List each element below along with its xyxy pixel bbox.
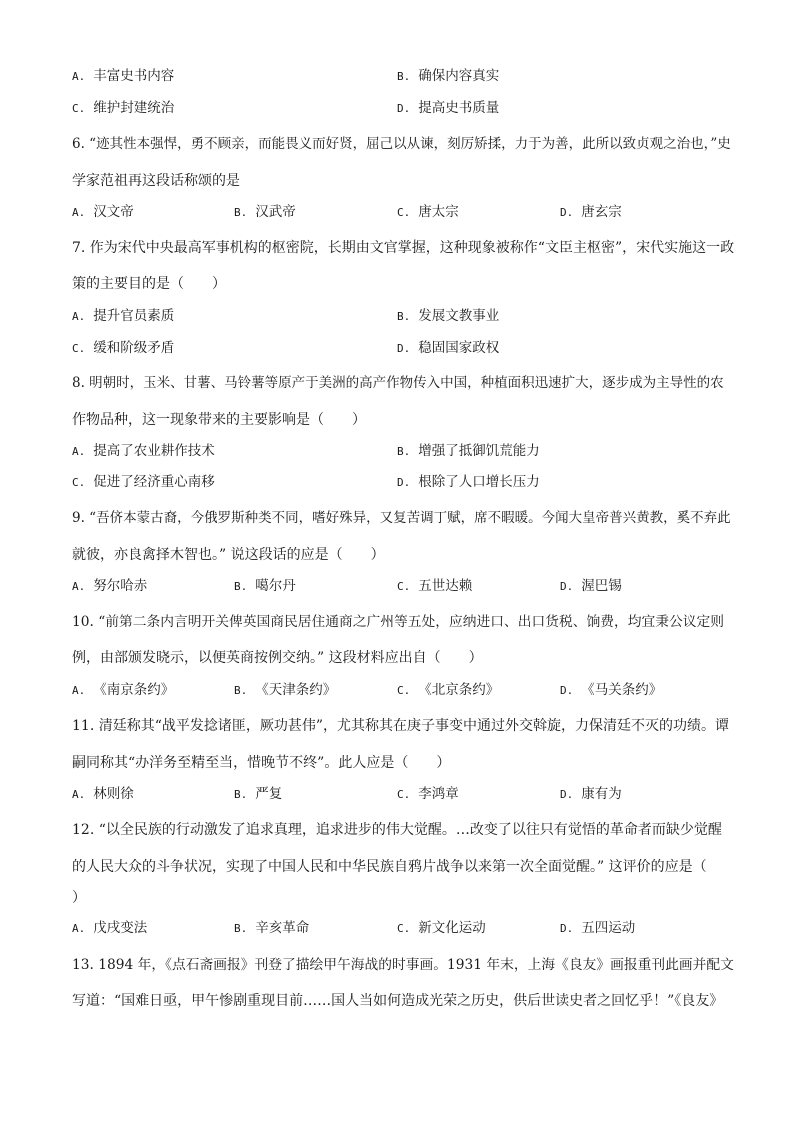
q6-option-c[interactable]: C. 唐太宗: [397, 204, 459, 220]
q8-option-a[interactable]: A. 提高了农业耕作技术: [72, 443, 215, 459]
q9-stem-line-2: 就彼，亦良禽择木智也。” 说这段话的应是（ ）: [72, 547, 385, 563]
q9-stem-line-1: 9. “吾侪本蒙古裔，今俄罗斯种类不同，嗜好殊异，又复苦调丁赋，席不暇暖。今闻大皇帝普兴黄教，奚不弃此: [72, 510, 731, 526]
q9-option-d[interactable]: D. 渥巴锡: [560, 578, 622, 594]
q11-option-b[interactable]: B. 严复: [234, 786, 283, 802]
q10-option-d[interactable]: D. 《马关条约》: [560, 682, 663, 698]
q12-option-b[interactable]: B. 辛亥革命: [234, 920, 310, 936]
q7-option-d[interactable]: D. 稳固国家政权: [397, 340, 500, 356]
q6-option-b[interactable]: B. 汉武帝: [234, 204, 296, 220]
q8-stem-line-2: 作物品种，这一现象带来的主要影响是（ ）: [72, 412, 366, 428]
q8-option-b[interactable]: B. 增强了抵御饥荒能力: [397, 443, 540, 459]
q8-option-d[interactable]: D. 根除了人口增长压力: [397, 474, 540, 490]
q7-option-b[interactable]: B. 发展文教事业: [397, 308, 500, 324]
q12-option-c[interactable]: C. 新文化运动: [397, 920, 486, 936]
q7-option-a[interactable]: A. 提升官员素质: [72, 308, 175, 324]
q12-option-a[interactable]: A. 戊戌变法: [72, 920, 148, 936]
q10-stem-line-2: 例，由部颁发晓示，以便英商按例交纳。” 这段材料应出自（ ）: [72, 650, 483, 666]
q12-option-d[interactable]: D. 五四运动: [560, 920, 636, 936]
q7-stem-line-1: 7. 作为宋代中央最高军事机构的枢密院，长期由文官掌握，这种现象被称作“文臣主枢密”，宋代实施这一政: [72, 240, 735, 256]
q6-option-a[interactable]: A. 汉文帝: [72, 204, 134, 220]
q11-option-c[interactable]: C. 李鸿章: [397, 786, 459, 802]
q10-option-b[interactable]: B. 《天津条约》: [234, 682, 337, 698]
q8-option-c[interactable]: C. 促进了经济重心南移: [72, 474, 215, 490]
q5-option-d[interactable]: D. 提高史书质量: [397, 100, 500, 116]
q10-option-a[interactable]: A. 《南京条约》: [72, 682, 175, 698]
q10-stem-line-1: 10. “前第二条内言明开关俾英国商民居住通商之广州等五处，应纳进口、出口货税、饷费，均宜秉公议定则: [72, 614, 725, 630]
q10-option-c[interactable]: C. 《北京条约》: [397, 682, 500, 698]
q11-stem-line-1: 11. 清廷称其“战平发捻诸匪，厥功甚伟”，尤其称其在庚子事变中通过外交斡旋，力保清廷不灭的功绩。谭: [72, 718, 730, 734]
q11-option-a[interactable]: A. 林则徐: [72, 786, 134, 802]
q8-stem-line-1: 8. 明朝时，玉米、甘薯、马铃薯等原产于美洲的高产作物传入中国，种植面积迅速扩大，逐步成为主导性的农: [72, 375, 724, 391]
q5-option-b[interactable]: B. 确保内容真实: [397, 68, 500, 84]
q5-option-a[interactable]: A. 丰富史书内容: [72, 68, 175, 84]
q12-stem-line-1: 12. “以全民族的行动激发了追求真理，追求进步的伟大觉醒。…改变了以往只有觉悟的革命者而缺少觉醒: [72, 822, 722, 838]
q6-stem-line-1: 6. “迹其性本强悍，勇不顾亲，而能畏义而好贤，屈己以从谏，刻厉矫揉，力于为善，此所以致贞观之治也，”史: [72, 136, 731, 152]
q6-option-d[interactable]: D. 唐玄宗: [560, 204, 622, 220]
q12-stem-line-2: 的人民大众的斗争状况，实现了中国人民和中华民族自鸦片战争以来第一次全面觉醒。” 这评价的应是（: [72, 859, 707, 875]
q11-option-d[interactable]: D. 康有为: [560, 786, 622, 802]
q7-option-c[interactable]: C. 缓和阶级矛盾: [72, 340, 175, 356]
q12-stem-line-3: ）: [72, 890, 86, 906]
q6-stem-line-2: 学家范祖再这段话称颂的是: [72, 173, 240, 189]
q9-option-a[interactable]: A. 努尔哈赤: [72, 578, 148, 594]
q13-stem-line-2: 写道：“国难日亟，甲午惨剧重现目前……国人当如何造成光荣之历史，供后世读史者之回忆乎！”《良友》: [72, 993, 724, 1009]
q7-stem-line-2: 策的主要目的是（ ）: [72, 276, 226, 292]
q5-option-c[interactable]: C. 维护封建统治: [72, 100, 175, 116]
q9-option-c[interactable]: C. 五世达赖: [397, 578, 473, 594]
q9-option-b[interactable]: B. 噶尔丹: [234, 578, 296, 594]
q13-stem-line-1: 13. 1894 年，《点石斋画报》刊登了描绘甲午海战的时事画。1931 年末，上海《良友》画报重刊此画并配文: [72, 957, 734, 973]
q11-stem-line-2: 嗣同称其“办洋务至精至当，惜晚节不终”。此人应是（ ）: [72, 755, 451, 771]
